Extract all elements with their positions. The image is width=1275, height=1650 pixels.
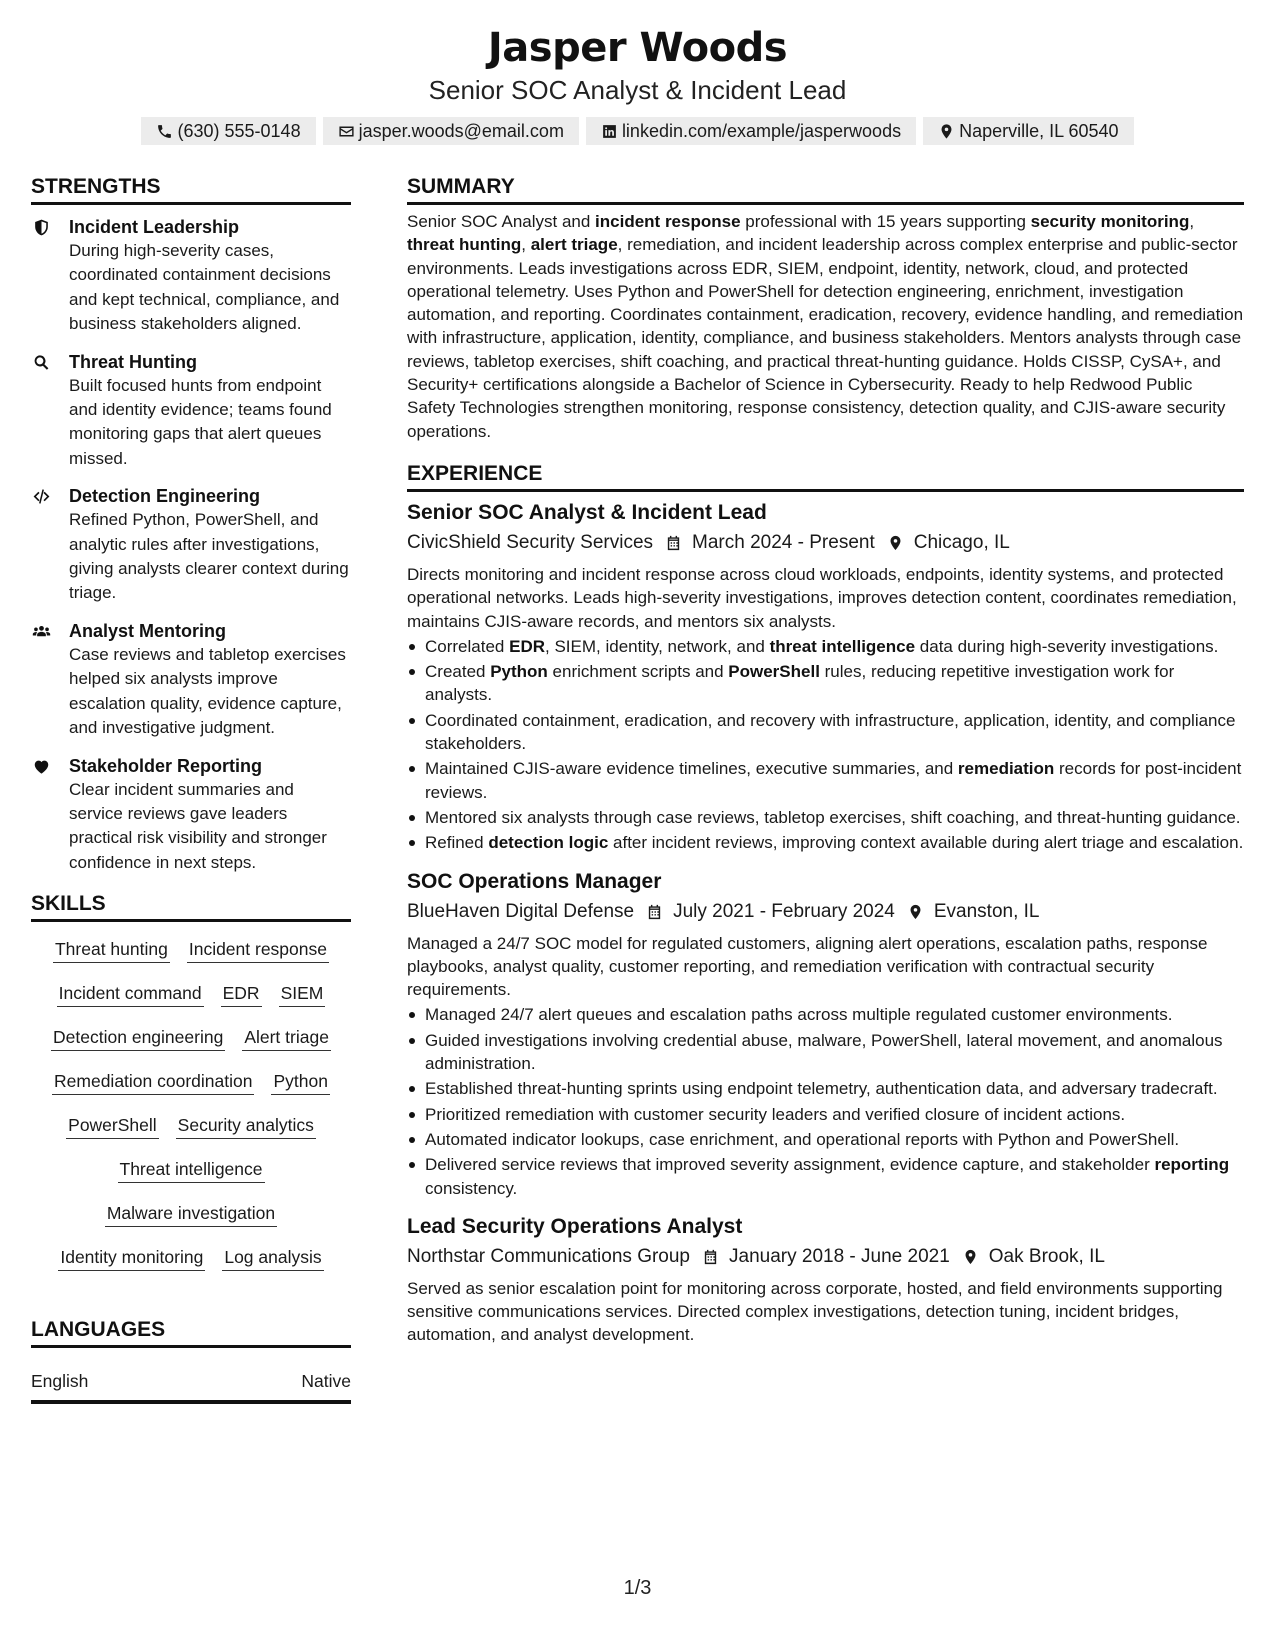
skill-tag: Threat hunting: [53, 936, 170, 963]
job-bullet: Guided investigations involving credential abuse, malware, PowerShell, lateral movement, and anomalous administration.: [407, 1029, 1244, 1076]
users-icon: [31, 622, 52, 641]
job-bullets: [407, 635, 1244, 855]
contact-email-text: jasper.woods@email.com: [358, 121, 564, 141]
languages-section: [31, 1315, 351, 1404]
contact-linkedin-text: linkedin.com/example/jasperwoods: [621, 121, 902, 141]
job-entry: [407, 498, 1244, 855]
strength-item: [31, 619, 351, 741]
bold-keyword: security monitoring: [1030, 212, 1190, 231]
strengths-list: [31, 215, 351, 875]
job-entry: [407, 1212, 1244, 1347]
skill-tag: Incident command: [57, 980, 204, 1007]
job-meta: [407, 529, 1244, 557]
contact-linkedin[interactable]: [586, 117, 916, 145]
contact-location-text: Naperville, IL 60540: [959, 121, 1119, 141]
bold-keyword: detection logic: [488, 833, 609, 853]
job-bullet: Created Python enrichment scripts and PowerShell rules, reducing repetitive investigation work for analysts.: [407, 660, 1244, 707]
experience-section: [407, 459, 1244, 1347]
strength-item: [31, 484, 351, 606]
bold-keyword: reporting: [1154, 1155, 1230, 1175]
language-row: [31, 1368, 351, 1404]
job-bullet: Managed 24/7 alert queues and escalation paths across multiple regulated customer environments.: [407, 1003, 1244, 1026]
strength-item: [31, 215, 351, 337]
bold-keyword: Python: [490, 662, 548, 682]
bold-keyword: incident response: [595, 212, 741, 231]
strength-title: Incident Leadership: [69, 217, 240, 237]
job-bullet: Maintained CJIS-aware evidence timelines, executive summaries, and remediation records for post-incident reviews.: [407, 757, 1244, 804]
heart-icon: [31, 757, 52, 776]
skill-tag: Log analysis: [222, 1244, 323, 1271]
job-meta: [407, 1243, 1244, 1271]
skill-tag: Threat intelligence: [118, 1156, 265, 1183]
skills-section: [31, 889, 351, 1271]
map-pin-icon: [887, 534, 904, 552]
linkedin-icon: [601, 123, 618, 140]
bold-keyword: remediation: [957, 759, 1055, 779]
skill-tag: Security analytics: [176, 1112, 316, 1139]
phone-icon: [156, 123, 173, 140]
strength-desc: Built focused hunts from endpoint and identity evidence; teams found monitoring gaps that alert queues missed.: [69, 375, 332, 468]
candidate-title: Senior SOC Analyst & Incident Lead: [428, 75, 847, 105]
candidate-name: Jasper Woods: [487, 25, 788, 71]
language-name: English: [31, 1371, 89, 1392]
map-pin-icon: [962, 1248, 979, 1266]
job-company: Northstar Communications Group: [407, 1245, 690, 1267]
summary-heading: SUMMARY: [407, 172, 1244, 205]
strength-desc: Refined Python, PowerShell, and analytic rules after investigations, giving analysts clearer context during triage.: [69, 510, 349, 603]
strength-title: Detection Engineering: [69, 486, 261, 507]
contact-phone-text: (630) 555-0148: [177, 121, 301, 141]
strength-desc: During high-severity cases, coordinated containment decisions and kept technical, compliance, and business stakeholders aligned.: [69, 241, 340, 334]
skill-tag: EDR: [221, 980, 262, 1007]
code-icon: [31, 487, 52, 506]
shield-icon: [31, 218, 52, 237]
summary-text: Senior SOC Analyst and incident response professional with 15 years supporting security monitoring, threat hunting, alert triage, remediation, and incident leadership across complex enterprise and public-sector environments. Leads investigations across EDR, SIEM, endpoint, identity, network, cloud, and protected operational telemetry. Uses Python and PowerShell for detection engineering, enrichment, investigation automation, and reporting. Coordinates containment, eradication, recovery, evidence handling, and remediation with infrastructure, application, identity, compliance, and business stakeholders. Mentors analysts through case reviews, tabletop exercises, shift coaching, and practical threat-hunting guidance. Holds CISSP, CySA+, and Security+ certifications alongside a Bachelor of Science in Cybersecurity. Ready to help Redwood Public Safety Technologies strengthen monitoring, response consistency, detection quality, and CJIS-aware security operations.: [407, 212, 1244, 441]
job-bullet: Mentored six analysts through case reviews, tabletop exercises, shift coaching, and threat-hunting guidance.: [407, 806, 1244, 829]
skill-tag: PowerShell: [66, 1112, 159, 1139]
bold-keyword: alert triage: [530, 235, 618, 255]
job-description: Directs monitoring and incident response across cloud workloads, endpoints, identity systems, and protected operational networks. Leads high-severity investigations, improves detection content, coordinates remediation, maintains CJIS-aware records, and mentors six analysts.: [407, 564, 1237, 631]
strength-desc: Case reviews and tabletop exercises helped six analysts improve escalation quality, evidence capture, and investigative judgment.: [69, 644, 346, 738]
contact-email[interactable]: [323, 117, 579, 145]
bold-keyword: EDR: [509, 636, 546, 656]
job-description: Managed a 24/7 SOC model for regulated customers, aligning alert operations, escalation paths, response playbooks, analyst quality, customer reporting, and remediation verification with contractual security requirements.: [407, 933, 1208, 1000]
resume-header: [0, 0, 1275, 145]
strength-item: [31, 754, 351, 876]
job-description: Served as senior escalation point for monitoring across corporate, hosted, and field environments supporting sensitive communications services. Directed complex investigations, detection tuning, incident bridges, automation, and analyst development.: [407, 1278, 1223, 1345]
job-title: Lead Security Operations Analyst: [407, 1214, 743, 1238]
skill-tag: Python: [271, 1068, 329, 1095]
envelope-icon: [338, 123, 355, 140]
job-bullets: [407, 1003, 1244, 1199]
job-meta: [407, 898, 1244, 926]
skills-heading: SKILLS: [31, 889, 351, 922]
bold-keyword: threat hunting: [407, 235, 522, 255]
skill-tag: SIEM: [279, 980, 326, 1007]
job-dates: July 2021 - February 2024: [673, 900, 895, 922]
calendar-icon: [665, 534, 682, 552]
contact-location: [923, 117, 1133, 145]
job-bullet: Automated indicator lookups, case enrichment, and operational reports with Python and PowerShell.: [407, 1128, 1244, 1151]
strength-title: Stakeholder Reporting: [69, 755, 263, 776]
experience-heading: EXPERIENCE: [407, 459, 1244, 492]
job-dates: January 2018 - June 2021: [729, 1245, 950, 1267]
strength-title: Analyst Mentoring: [69, 620, 227, 641]
job-bullet: Prioritized remediation with customer security leaders and verified closure of incident actions.: [407, 1103, 1244, 1126]
page-number: 1/3: [623, 1577, 652, 1599]
right-column: [407, 172, 1244, 1404]
map-pin-icon: [907, 903, 924, 921]
bold-keyword: PowerShell: [728, 662, 820, 682]
job-title: SOC Operations Manager: [407, 869, 662, 893]
job-location: Oak Brook, IL: [988, 1245, 1105, 1267]
contact-phone[interactable]: [141, 117, 315, 145]
skill-tag: Alert triage: [242, 1024, 331, 1051]
bold-keyword: threat intelligence: [769, 636, 916, 656]
job-bullet: Established threat-hunting sprints using endpoint telemetry, authentication data, and adversary tradecraft.: [407, 1077, 1244, 1100]
skill-tag: Detection engineering: [51, 1024, 225, 1051]
skill-tag: Identity monitoring: [58, 1244, 205, 1271]
map-pin-icon: [938, 123, 955, 140]
contact-bar: [0, 117, 1275, 145]
strength-title: Threat Hunting: [69, 351, 197, 372]
skill-tag: Remediation coordination: [52, 1068, 254, 1095]
job-bullet: Delivered service reviews that improved severity assignment, evidence capture, and stakeholder reporting consistency.: [407, 1153, 1244, 1200]
job-bullet: Refined detection logic after incident reviews, improving context available during alert triage and escalation.: [407, 831, 1244, 854]
job-dates: March 2024 - Present: [692, 531, 875, 553]
strengths-heading: STRENGTHS: [31, 172, 351, 205]
skill-tag: Malware investigation: [105, 1200, 277, 1227]
left-column: [31, 172, 351, 1404]
strength-item: [31, 350, 351, 472]
strength-desc: Clear incident summaries and service reviews gave leaders practical risk visibility and stronger confidence in next steps.: [69, 779, 327, 872]
job-title: Senior SOC Analyst & Incident Lead: [407, 500, 767, 524]
job-bullet: Correlated EDR, SIEM, identity, network, and threat intelligence data during high-severity investigations.: [407, 635, 1244, 658]
calendar-icon: [702, 1248, 719, 1266]
job-bullet: Coordinated containment, eradication, and recovery with infrastructure, application, identity, and compliance stakeholders.: [407, 709, 1244, 756]
job-location: Chicago, IL: [913, 531, 1010, 553]
languages-heading: LANGUAGES: [31, 1315, 351, 1348]
job-company: CivicShield Security Services: [407, 531, 654, 553]
skill-tag: Incident response: [187, 936, 329, 963]
job-entry: [407, 867, 1244, 1200]
calendar-icon: [646, 903, 663, 921]
job-location: Evanston, IL: [933, 900, 1040, 922]
skills-list: [31, 936, 351, 1271]
search-icon: [31, 353, 52, 372]
job-list: [407, 498, 1244, 1347]
language-level: Native: [301, 1371, 351, 1392]
job-company: BlueHaven Digital Defense: [407, 900, 635, 922]
